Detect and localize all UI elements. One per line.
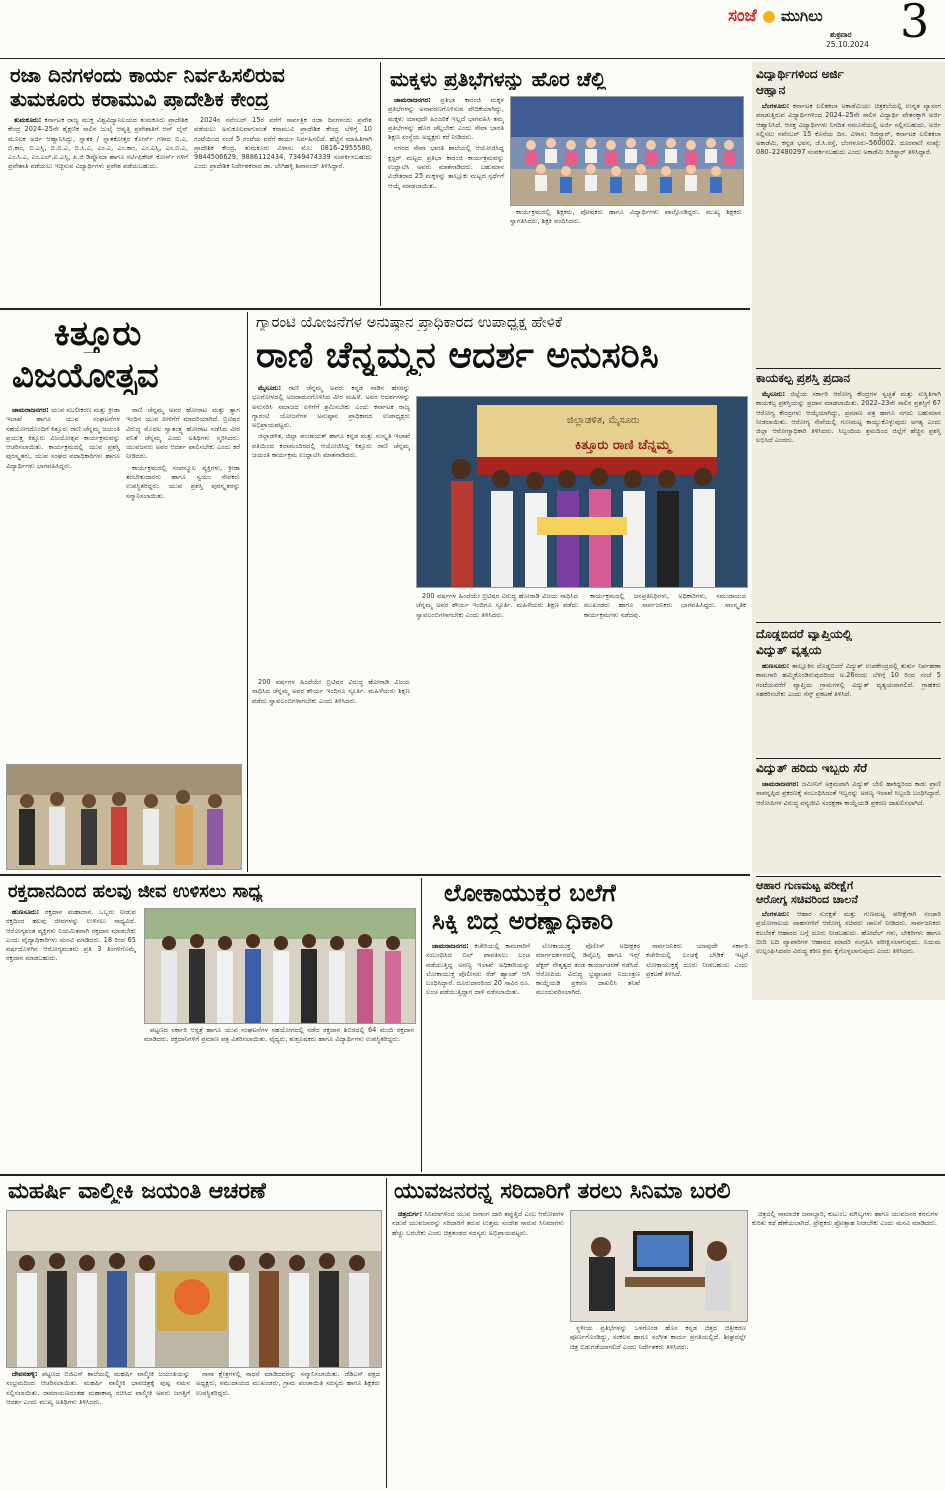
ahara-body: ಆಹಾರ ಸುರಕ್ಷತೆ ಮತ್ತು ಗುಣಮಟ್ಟ ಪರೀಕ್ಷೆಗಾಗಿ ಸಂಚಾರಿ ಪ್ರಯೋಗಾಲಯ ವಾಹನಗಳಿಗೆ ಆರೋಗ್ಯ ಸಚಿವರು ಚಾಲನೆ ನೀಡಿದರು. ಸಾರ್ವಜನಿಕರು ಕಲಬೆರಕೆ ಆಹಾರದ ಬಗ್ಗೆ ದೂರು ನೀಡಬಹುದು. ಹೋಟೆಲ್ ಗಳು, ಬೇಕರಿಗಳು ಹಾಗೂ ಬೀದಿ ಬದಿ ವ್ಯಾಪಾರಿಗಳ ಆಹಾರದ ಮಾದರಿ ಸಂಗ್ರಹಿಸಿ ಪರೀಕ್ಷಿಸಲಾಗುವುದು. ನಿಯಮ ಉಲ್ಲಂಘಿಸಿದವರ ವಿರುದ್ಧ ಕಠಿಣ ಕ್ರಮ ಕೈಗೊಳ್ಳಲಾಗುವುದು ಎಂದು ತಿಳಿಸಿದರು.	[756, 910, 941, 956]
divider-raja-makkalu	[380, 62, 381, 306]
yuvajana-body-2: ಸ್ಥಳೀಯ ಪ್ರತಿಭೆಗಳನ್ನು ಒಳಗೊಂಡ ಹೊಸ ಕನ್ನಡ ಚಿತ್ರದ ಚಿತ್ರೀಕರಣ ಪೂರ್ಣಗೊಂಡಿದ್ದು, ಸಂಕಲನ ಹಾಗೂ ಸಂಗೀತ ಕಾರ್ಯ ಪ್ರಗತಿಯಲ್ಲಿದೆ. ಶೀಘ್ರದಲ್ಲೇ ಚಿತ್ರ ಬಿಡುಗಡೆಯಾಗಲಿದೆ ಎಂದು ನಿರ್ದೇಶಕರು ತಿಳಿಸಿದರು.	[570, 1324, 746, 1351]
valmiki-column-2	[196, 1370, 380, 1486]
lokayukta-column-3	[646, 942, 748, 1170]
makkalu-column-2	[510, 208, 742, 302]
sun-icon	[763, 11, 775, 23]
article-ahara	[752, 876, 945, 1000]
headline-yuvajana: ಯುವಜನರನ್ನ ಸರಿದಾರಿಗೆ ತರಲು ಸಿನಿಮಾ ಬರಲಿ	[394, 1180, 731, 1204]
makkalu-column-1	[388, 96, 504, 302]
raktadana-body-2: ಪಟ್ಟಣದ ಸರ್ಕಾರಿ ಆಸ್ಪತ್ರೆ ಹಾಗೂ ಯುವ ಸಂಘಟನೆಗಳ ಸಹಯೋಗದಲ್ಲಿ ನಡೆದ ರಕ್ತದಾನ ಶಿಬಿರದಲ್ಲಿ 64 ಮಂದಿ ರಕ್ತದಾನ ಮಾಡಿದರು. ರಕ್ತದಾನಿಗಳಿಗೆ ಪ್ರಮಾಣ ಪತ್ರ ವಿತರಿಸಲಾಯಿತು. ವೈದ್ಯರು, ಶುಶ್ರೂಷಕರು ಹಾಗೂ ವಿದ್ಯಾರ್ಥಿಗಳು ಉಪಸ್ಥಿತರಿದ್ದರು.	[144, 1026, 414, 1044]
raja-body-2: 2024ರ ನವೆಂಬರ್ 15ರ ವರೆಗೆ ಸಾರ್ವತ್ರಿಕ ರಜಾ ದಿನಗಳಂದು ಪ್ರವೇಶ ಪಡೆಯಲು ಅನುಕೂಲವಾಗುವಂತೆ ಕರಾಮುವಿ ಪ್ರಾದೇಶಿಕ ಕೇಂದ್ರ ಬೆಳಿಗ್ಗೆ 10 ಗಂಟೆಯಿಂದ ಸಂಜೆ 5 ಗಂಟೆಯ ವರೆಗೆ ಕಾರ್ಯ ನಿರ್ವಹಿಸಲಿದೆ. ಹೆಚ್ಚಿನ ಮಾಹಿತಿಗಾಗಿ ಪ್ರಾದೇಶಿಕ ಕೇಂದ್ರ, ತುಮಕೂರು ವಿಳಾಸ: ಮೊ: 0816–2955580, 9844506629, 9886112434, 7349474339 ಸಂಪರ್ಕಿಸಬಹುದು ಎಂದು ಪ್ರಾದೇಶಿಕ ನಿರ್ದೇಶಕರಾದ ಡಾ. ಬೇಗಿಹಳ್ಳಿ ಶಿವಾನಂದ್ ತಿಳಿಸಿದ್ದಾರೆ.	[194, 116, 372, 171]
makkalu-dateline: ಚಾಮರಾಜನಗರ:	[394, 96, 431, 104]
rani-column-3	[584, 592, 746, 868]
divider-row1	[0, 308, 750, 310]
kittur-column-1	[6, 406, 120, 762]
raja-column-2	[194, 116, 372, 302]
issue-weekday: ಶುಕ್ರವಾರ	[830, 30, 852, 39]
photo-kittur-youth	[6, 764, 242, 870]
article-makkalu	[384, 62, 748, 306]
raktadana-body-1: ರಕ್ತದಾನ ಮಹಾದಾನ. ಒಬ್ಬರು ನೀಡುವ ರಕ್ತದಿಂದ ಹಲವು ಜೀವಗಳನ್ನು ಉಳಿಸಲು ಸಾಧ್ಯವಿದೆ. ಆರೋಗ್ಯವಂತ ವ್ಯಕ್ತಿಗಳು ನಿಯಮಿತವಾಗಿ ರಕ್ತದಾನ ಮಾಡಬೇಕು ಎಂದು ವೈದ್ಯಾಧಿಕಾರಿಗಳು ಮನವಿ ಮಾಡಿದರು. 18 ರಿಂದ 65 ವರ್ಷದೊಳಗಿನ ಆರೋಗ್ಯವಂತರು ಪ್ರತಿ 3 ತಿಂಗಳಿಗೊಮ್ಮೆ ರಕ್ತದಾನ ಮಾಡಬಹುದು.	[6, 908, 136, 963]
rani-body-1: ರಾಣಿ ಚೆನ್ನಮ್ಮ ಅವರು ಕನ್ನಡ ನಾಡಿನ ಹೆಸರನ್ನು ಭೂಗೋಳದಲ್ಲಿ ಅಜರಾಮರಗೊಳಿಸಿದ ವೀರ ಮಹಿಳೆ. ಅವರ ಆದರ್ಶಗಳನ್ನು ಅನುಸರಿಸಿ ಸಮಾಜದ ಏಳಿಗೆಗೆ ಶ್ರಮಿಸಬೇಕು ಎಂದು ಕರ್ನಾಟಕ ರಾಜ್ಯ ಗ್ಯಾರಂಟಿ ಯೋಜನೆಗಳ ಅನುಷ್ಠಾನ ಪ್ರಾಧಿಕಾರದ ಉಪಾಧ್ಯಕ್ಷರು ಅಭಿಪ್ರಾಯಪಟ್ಟರು.	[252, 384, 410, 430]
rani-column-1	[252, 384, 410, 674]
brand-logo	[728, 6, 902, 28]
right-sidebar	[752, 62, 945, 874]
headline-vidyarthi-line1: ವಿದ್ಯಾರ್ಥಿಗಳಿಂದ ಅರ್ಜಿ	[756, 68, 844, 81]
raktadana-column-1	[6, 908, 136, 1170]
photo-rani-event	[416, 396, 748, 588]
headline-rani: ರಾಣಿ ಚೆನ್ನಮ್ಮನ ಆದರ್ಶ ಅನುಸರಿಸಿ	[256, 336, 659, 376]
divider-sidebar-3	[756, 758, 941, 759]
article-raja	[4, 62, 376, 306]
divider-kittur-rani	[247, 312, 248, 872]
divider-raktadana-lokayukta	[421, 878, 422, 1172]
rani-body-4b: 200 ವರ್ಷಗಳ ಹಿಂದೆಯೇ ಬ್ರಿಟಿಷರ ವಿರುದ್ಧ ಹೋರಾಡಿ ವಿಜಯ ಸಾಧಿಸಿದ ಚೆನ್ನಮ್ಮ ಅವರ ಶೌರ್ಯ ಇಂದಿಗೂ ಸ್ಫೂರ್ತಿ. ಮಹಿಳೆಯರು ಶಿಕ್ಷಣ ಪಡೆದು ಸ್ವಾವಲಂಬಿಗಳಾಗಬೇಕು ಎಂದು ತಿಳಿಸಿದರು.	[252, 678, 410, 705]
rani-body-4: ಕಾರ್ಯಕ್ರಮದಲ್ಲಿ ಜನಪ್ರತಿನಿಧಿಗಳು, ಅಧಿಕಾರಿಗಳು, ಸಮುದಾಯದ ಮುಖಂಡರು ಹಾಗೂ ಸಾರ್ವಜನಿಕರು ಭಾಗವಹಿಸಿದ್ದರು. ಸಾಂಸ್ಕೃತಿಕ ಕಾರ್ಯಕ್ರಮಗಳು ನಡೆದವು.	[584, 592, 746, 619]
valmiki-event-illustration	[7, 1211, 381, 1367]
raja-column-1	[8, 116, 188, 302]
valmiki-column-1	[6, 1370, 190, 1486]
divider-sidebar-2	[756, 622, 941, 623]
lokayukta-dateline: ಚಾಮರಾಜನಗರ:	[432, 942, 469, 950]
headline-ahara-line2: ಆರೋಗ್ಯ ಸಚಿವರಿಂದ ಚಾಲನೆ	[756, 894, 858, 906]
rani-body-2: ಜಿಲ್ಲಾಡಳಿತ, ಜಿಲ್ಲಾ ಪಂಚಾಯತ್ ಹಾಗೂ ಕನ್ನಡ ಮತ್ತು ಸಂಸ್ಕೃತಿ ಇಲಾಖೆ ವತಿಯಿಂದ ಕಲಾಮಂದಿರದಲ್ಲಿ ಆಯೋಜಿಸಿದ್ದ ಕಿತ್ತೂರು ರಾಣಿ ಚೆನ್ನಮ್ಮ ಜಯಂತಿ ಕಾರ್ಯಕ್ರಮ ಉದ್ಘಾಟಿಸಿ ಮಾತನಾಡಿದರು.	[252, 432, 410, 460]
kayaka-dateline: ಮೈಸೂರು:	[762, 390, 786, 398]
rani-column-2	[416, 592, 578, 868]
rani-kicker: ಗ್ಯಾರಂಟಿ ಯೋಜನೆಗಳ ಅನುಷ್ಠಾನ ಪ್ರಾಧಿಕಾರದ ಉಪಾಧ್ಯಕ್ಷ ಹೇಳಿಕೆ	[256, 314, 563, 331]
article-raktadana	[4, 878, 418, 1172]
doddaballapura-column	[756, 662, 941, 756]
masthead	[720, 0, 940, 56]
blood-donation-illustration	[145, 909, 415, 1023]
kittur-body-3: ಕಾರ್ಯಕ್ರಮದಲ್ಲಿ ಸಂಪನ್ಮೂಲ ವ್ಯಕ್ತಿಗಳು, ಕ್ರೀಡಾ ತರಬೇತುದಾರರು ಹಾಗೂ ಸ್ವಯಂ ಸೇವಕರು ಉಪಸ್ಥಿತರಿದ್ದರು. ಯುವ ಪ್ರಶಸ್ತಿ ಪುರಸ್ಕೃತರನ್ನು ಸನ್ಮಾನಿಸಲಾಯಿತು.	[126, 463, 240, 500]
makkalu-body-1: ಪ್ರತಿಭಾ ಕಾರಂಜಿ ಮಕ್ಕಳ ಪ್ರತಿಭೆಗಳನ್ನು ಅನಾವರಣಗೊಳಿಸುವ ವೇದಿಕೆಯಾಗಿದ್ದು, ಮಕ್ಕಳು ಯಾವುದೇ ಹಿಂಜರಿಕೆ ಇಲ್ಲದೆ ಭಾಗವಹಿಸಿ ತಮ್ಮ ಪ್ರತಿಭೆಗಳನ್ನು ಹೊರ ಚೆಲ್ಲಬೇಕು ಎಂದು ಸೇವಾ ಭಾರತಿ ಶಿಕ್ಷಣ ಸಂಸ್ಥೆಯ ಅಧ್ಯಕ್ಷರು ಕರೆ ನೀಡಿದರು.	[388, 96, 504, 142]
headline-valmiki: ಮಹರ್ಷಿ ವಾಲ್ಮೀಕಿ ಜಯಂತಿ ಆಚರಣೆ	[8, 1180, 266, 1204]
article-lokayukta	[424, 878, 750, 1172]
doddaballapura-body: ತಾಲ್ಲೂಕಿನ ದೊಡ್ಡಬಿದರೆ ವಿದ್ಯುತ್ ಉಪಕೇಂದ್ರದಲ್ಲಿ ತುರ್ತು ನಿರ್ವಹಣಾ ಕಾಮಗಾರಿ ಹಮ್ಮಿಕೊಂಡಿರುವುದರಿಂದ ಅ.26ರಂದು ಬೆಳಿಗ್ಗೆ 10 ರಿಂದ ಸಂಜೆ 5 ಗಂಟೆಯವರೆಗೆ ವ್ಯಾಪ್ತಿಯ ಗ್ರಾಮಗಳಲ್ಲಿ ವಿದ್ಯುತ್ ವ್ಯತ್ಯಯವಾಗಲಿದೆ. ಗ್ರಾಹಕರು ಸಹಕರಿಸಬೇಕು ಎಂದು ಸೆಸ್ಕ್ ಪ್ರಕಟಣೆ ತಿಳಿಸಿದೆ.	[756, 662, 941, 698]
vidyut-dateline: ಚಾಮರಾಜನಗರ:	[762, 780, 799, 788]
lokayukta-column-2	[536, 942, 640, 1170]
ahara-column	[756, 910, 941, 998]
kayaka-column	[756, 390, 941, 620]
yuvajana-column-1	[392, 1210, 564, 1486]
kittur-column-2	[126, 406, 240, 762]
headline-kayaka: ಕಾಯಕಲ್ಪ ಪ್ರಶಸ್ತಿ ಪ್ರದಾನ	[756, 372, 851, 385]
headline-raja-line1: ರಜಾ ದಿನಗಳಂದು ಕಾರ್ಯ ನಿರ್ವಹಿಸಲಿರುವ	[10, 64, 285, 86]
rani-event-illustration	[417, 397, 747, 587]
divider-row3	[0, 1174, 945, 1176]
masthead-rule	[0, 58, 945, 59]
brand-name-part2: ಮುಗಿಲು	[780, 7, 823, 25]
divider-row2	[0, 874, 750, 876]
rani-column-1b	[252, 678, 410, 868]
photo-blood-donation	[144, 908, 416, 1024]
yuvajana-body-1: ಸಿನಿಮಾಗಳಿಂದ ಯುವ ಜನಾಂಗ ದಾರಿ ತಪ್ಪುತ್ತಿದೆ ಎಂಬ ಆರೋಪಗಳ ನಡುವೆ ಯುವಜನರನ್ನು ಸರಿದಾರಿಗೆ ತರುವ ಉತ್ತಮ ಸಂದೇಶ ಸಾರುವ ಸಿನಿಮಾಗಳು ಹೆಚ್ಚು ಬರಬೇಕು ಎಂದು ಚಿತ್ರತಂಡದ ಸದಸ್ಯರು ಅಭಿಪ್ರಾಯಪಟ್ಟರು.	[392, 1210, 564, 1237]
yuvajana-column-3	[752, 1210, 938, 1486]
valmiki-dateline: ದೇವನಹಳ್ಳಿ:	[12, 1370, 38, 1378]
rani-photo-banner-line1: ಜಿಲ್ಲಾಡಳಿತ, ಮೈಸೂರು	[567, 415, 640, 426]
headline-doddaballapura-line1: ದೊಡ್ಡಬಿದರೆ ವ್ಯಾಪ್ತಿಯಲ್ಲಿ	[756, 628, 852, 641]
divider-sidebar-4	[756, 876, 941, 877]
article-valmiki	[4, 1178, 384, 1488]
valmiki-body-1: ಪಟ್ಟಣದ ಬಿಜಿಎಸ್ ಶಾಲೆಯಲ್ಲಿ ಮಹರ್ಷಿ ವಾಲ್ಮೀಕಿ ಜಯಂತಿಯನ್ನು ಸಂಭ್ರಮದಿಂದ ಆಚರಿಸಲಾಯಿತು. ಮಹರ್ಷಿ ವಾಲ್ಮೀಕಿ ಭಾವಚಿತ್ರಕ್ಕೆ ಪುಷ್ಪ ನಮನ ಸಲ್ಲಿಸಲಾಯಿತು. ರಾಮಾಯಣದಂತಹ ಮಹಾಕಾವ್ಯ ರಚಿಸಿದ ವಾಲ್ಮೀಕಿ ಅವರು ಜಗತ್ತಿಗೆ ಆದರ್ಶ ಎಂದು ಮುಖ್ಯ ಅತಿಥಿಗಳು ತಿಳಿಸಿದರು.	[6, 1370, 190, 1406]
raja-body-1: ಕರ್ನಾಟಕ ರಾಜ್ಯ ಮುಕ್ತ ವಿಶ್ವವಿದ್ಯಾನಿಲಯದ ತುಮಕೂರು ಪ್ರಾದೇಶಿಕ ಕೇಂದ್ರ 2024–25ನೇ ಶೈಕ್ಷಣಿಕ ಸಾಲಿನ ಜುಲೈ ಆವೃತ್ತಿ ಪ್ರವೇಶಾತಿಗೆ ಆನ್ ಲೈನ್ ಮೂಲಕ ಅರ್ಜಿ ಆಹ್ವಾನಿಸಿದ್ದು, ಸ್ನಾತಕ / ಸ್ನಾತಕೋತ್ತರ ಕೋರ್ಸ್ ಗಳಾದ ಬಿ.ಎ, ಬಿ.ಕಾಂ, ಬಿ.ಎಸ್ಸಿ, ಬಿ.ಬಿ.ಎ, ಬಿ.ಸಿ.ಎ, ಎಂ.ಎ, ಎಂ.ಕಾಂ, ಎಂ.ಎಸ್ಸಿ, ಎಂ.ಬಿ.ಎ, ಎಂ.ಸಿ.ಎ, ಎಂ.ಎಲ್.ಐ.ಎಸ್ಸಿ, ಪಿ.ಜಿ ಡಿಪ್ಲೊಮಾ ಹಾಗೂ ಸರ್ಟಿಫಿಕೇಟ್ ಕೋರ್ಸ್ ಗಳಿಗೆ ಪ್ರವೇಶಾತಿ ಪಡೆಯಲು ಇಚ್ಛಿಸುವ ವಿದ್ಯಾರ್ಥಿಗಳು ಪ್ರವೇಶ ಪಡೆಯಬಹುದು.	[8, 116, 188, 171]
raja-dateline: ತುಮಕೂರು:	[14, 116, 42, 124]
lokayukta-body-2: ಲೋಕಾಯುಕ್ತ ಪೊಲೀಸ್ ಅಧೀಕ್ಷಕರ ಮಾರ್ಗದರ್ಶನದಲ್ಲಿ ಡಿವೈಎಸ್ಪಿ ಹಾಗೂ ಇನ್ಸ್ ಪೆಕ್ಟರ್ ನೇತೃತ್ವದ ತಂಡ ಕಾರ್ಯಾಚರಣೆ ನಡೆಸಿದೆ. ಆರೋಪಿಯ ವಿರುದ್ಧ ಭ್ರಷ್ಟಾಚಾರ ನಿಯಂತ್ರಣ ಕಾಯ್ದೆಯಡಿ ಪ್ರಕರಣ ದಾಖಲಿಸಿ ತನಿಖೆ ಮುಂದುವರಿಸಲಾಗಿದೆ.	[536, 942, 640, 997]
divider-sidebar-1	[756, 368, 941, 369]
film-editing-illustration	[571, 1211, 747, 1321]
issue-date: 25.10.2024	[826, 40, 869, 49]
rani-dateline: ಮೈಸೂರು:	[258, 384, 282, 392]
headline-lokayukta-line1: ಲೋಕಾಯುಕ್ತರ ಬಲೆಗೆ	[444, 880, 616, 907]
kayaka-body: ಜಿಲ್ಲೆಯ ಸರ್ಕಾರಿ ಆರೋಗ್ಯ ಕೇಂದ್ರಗಳ ಸ್ವಚ್ಛತೆ ಮತ್ತು ಸುಸ್ಥಿತಿಗಾಗಿ ಕಾಯಕಲ್ಪ ಪ್ರಶಸ್ತಿಯನ್ನು ಪ್ರದಾನ ಮಾಡಲಾಯಿತು. 2022–23ನೇ ಸಾಲಿನ ಪ್ರಶಸ್ತಿಗೆ 67 ಆರೋಗ್ಯ ಕೇಂದ್ರಗಳು ಆಯ್ಕೆಯಾಗಿದ್ದು, ಪ್ರಮಾಣ ಪತ್ರ ಹಾಗೂ ನಗದು ಬಹುಮಾನ ನೀಡಲಾಯಿತು. ಆರೋಗ್ಯ ಸೇವೆಯಲ್ಲಿ ಗುಣಮಟ್ಟ ಕಾಯ್ದುಕೊಳ್ಳುವುದು ಅಗತ್ಯ ಎಂದು ಜಿಲ್ಲಾ ಆರೋಗ್ಯಾಧಿಕಾರಿ ತಿಳಿಸಿದರು. ಸಿಬ್ಬಂದಿಯ ಶ್ರಮದಿಂದ ಜಿಲ್ಲೆಗೆ ಹೆಚ್ಚಿನ ಪ್ರಶಸ್ತಿ ಲಭಿಸಿದೆ ಎಂದರು.	[756, 390, 941, 445]
headline-vidyarthi-line2: ಆಹ್ವಾನ	[756, 84, 786, 97]
lokayukta-column-1	[426, 942, 530, 1170]
children-group-illustration	[511, 97, 743, 205]
vidyut-body: ಜಮೀನಿಗೆ ಅಕ್ರಮವಾಗಿ ವಿದ್ಯುತ್ ಬೇಲಿ ಹಾಕಿದ್ದರಿಂದ ಕಾಡು ಪ್ರಾಣಿ ಸಾವನ್ನಪ್ಪಿದ ಪ್ರಕರಣಕ್ಕೆ ಸಂಬಂಧಿಸಿದಂತೆ ಇಬ್ಬರನ್ನು ಅರಣ್ಯ ಇಲಾಖೆ ಸಿಬ್ಬಂದಿ ಬಂಧಿಸಿದ್ದಾರೆ. ಆರೋಪಿಗಳ ವಿರುದ್ಧ ವನ್ಯಜೀವಿ ಸಂರಕ್ಷಣಾ ಕಾಯ್ದೆಯಡಿ ಪ್ರಕರಣ ದಾಖಲಿಸಲಾಗಿದೆ.	[756, 780, 941, 807]
lokayukta-body-1: ಕಚೇರಿಯಲ್ಲಿ ಕಾಮಗಾರಿಗೆ ಸಂಬಂಧಿಸಿದ ಬಿಲ್ ಪಾವತಿಸಲು ಲಂಚ ಪಡೆಯುತ್ತಿದ್ದ ಅರಣ್ಯ ಇಲಾಖೆ ಅಧಿಕಾರಿಯನ್ನು ಲೋಕಾಯುಕ್ತ ಪೊಲೀಸರು ರೆಡ್ ಹ್ಯಾಂಡ್ ಆಗಿ ಬಂಧಿಸಿದ್ದಾರೆ. ದೂರುದಾರರಿಂದ 20 ಸಾವಿರ ರೂ. ಲಂಚ ಪಡೆಯುತ್ತಿದ್ದಾಗ ದಾಳಿ ನಡೆಸಲಾಯಿತು.	[426, 942, 530, 997]
raktadana-dateline: ಹುಣಸೂರು:	[12, 908, 40, 916]
headline-raja-line2: ತುಮಕೂರು ಕರಾಮುವಿ ಪ್ರಾದೇಶಿಕ ಕೇಂದ್ರ	[10, 88, 269, 110]
vidyut-column	[756, 780, 941, 870]
ahara-dateline: ಬೆಂಗಳೂರು:	[762, 910, 790, 918]
kittur-youth-illustration	[7, 765, 241, 869]
yuvajana-column-2	[570, 1324, 746, 1486]
rani-body-3: 200 ವರ್ಷಗಳ ಹಿಂದೆಯೇ ಬ್ರಿಟಿಷರ ವಿರುದ್ಧ ಹೋರಾಡಿ ವಿಜಯ ಸಾಧಿಸಿದ ಚೆನ್ನಮ್ಮ ಅವರ ಶೌರ್ಯ ಇಂದಿಗೂ ಸ್ಫೂರ್ತಿ. ಮಹಿಳೆಯರು ಶಿಕ್ಷಣ ಪಡೆದು ಸ್ವಾವಲಂಬಿಗಳಾಗಬೇಕು ಎಂದು ತಿಳಿಸಿದರು.	[416, 592, 578, 619]
kittur-body-2: ರಾಣಿ ಚೆನ್ನಮ್ಮ ಅವರ ಹೋರಾಟ ಮತ್ತು ತ್ಯಾಗ ಇಂದಿನ ಯುವ ಪೀಳಿಗೆಗೆ ಮಾದರಿಯಾಗಿದೆ. ಬ್ರಿಟಿಷರ ವಿರುದ್ಧ ಮೊದಲ ಸ್ವಾತಂತ್ರ್ಯ ಹೋರಾಟ ನಡೆಸಿದ ವೀರ ವನಿತೆ ಚೆನ್ನಮ್ಮ ಎಂದು ಅತಿಥಿಗಳು ಸ್ಮರಿಸಿದರು. ಯುವಜನರು ಅವರ ಆದರ್ಶ ಪಾಲಿಸಬೇಕು ಎಂದು ಕರೆ ನೀಡಿದರು.	[126, 406, 240, 461]
brand-name-part1: ಸಂಜೆ	[728, 6, 757, 26]
yuvajana-body-3: ಚಿತ್ರದಲ್ಲಿ ಸಾಮಾಜಿಕ ಜವಾಬ್ದಾರಿ, ಕುಟುಂಬ ಮೌಲ್ಯಗಳು ಹಾಗೂ ಯುವಜನರ ಕನಸುಗಳ ಕುರಿತು ಕಥೆ ಹೆಣೆಯಲಾಗಿದೆ. ಪ್ರೇಕ್ಷಕರು ಪ್ರೋತ್ಸಾಹ ನೀಡಬೇಕು ಎಂದು ಮನವಿ ಮಾಡಿದರು.	[752, 1210, 938, 1228]
photo-children-group	[510, 96, 744, 206]
headline-vidyut: ವಿದ್ಯುತ್ ಹರಿದು ಇಬ್ಬರು ಸೆರೆ	[756, 762, 868, 775]
vidyarthi-body: ಕರ್ನಾಟಕ ಲಲಿತಕಲಾ ಅಕಾಡೆಮಿಯು ಚಿತ್ರಕಲೆಯಲ್ಲಿ ಉನ್ನತ ವ್ಯಾಸಂಗ ಮಾಡುತ್ತಿರುವ ವಿದ್ಯಾರ್ಥಿಗಳಿಂದ 2024–25ನೇ ಸಾಲಿನ ವಿದ್ಯಾರ್ಥಿ ವೇತನಕ್ಕಾಗಿ ಅರ್ಜಿ ಆಹ್ವಾನಿಸಿದೆ. ಆಸಕ್ತ ವಿದ್ಯಾರ್ಥಿಗಳು ನಿಗದಿತ ನಮೂನೆಯಲ್ಲಿ ಅರ್ಜಿ ಸಲ್ಲಿಸಬಹುದು. ಅರ್ಜಿ ಸಲ್ಲಿಸಲು ನವೆಂಬರ್ 15 ಕೊನೆಯ ದಿನ. ವಿಳಾಸ: ರಿಜಿಸ್ಟ್ರಾರ್, ಕರ್ನಾಟಕ ಲಲಿತಕಲಾ ಅಕಾಡೆಮಿ, ಕನ್ನಡ ಭವನ, ಜೆ.ಸಿ.ರಸ್ತೆ, ಬೆಂಗಳೂರು–560002. ದೂರವಾಣಿ ಸಂಖ್ಯೆ: 080–22480297 ಸಂಪರ್ಕಿಸಬಹುದು ಎಂದು ಅಕಾಡೆಮಿ ರಿಜಿಸ್ಟ್ರಾರ್ ತಿಳಿಸಿದ್ದಾರೆ.	[756, 102, 941, 157]
article-rani	[250, 312, 750, 872]
kittur-body-1: ಯುವ ಸಬಲೀಕರಣ ಮತ್ತು ಕ್ರೀಡಾ ಇಲಾಖೆ ಹಾಗೂ ಯುವ ಸಂಘಟನೆಗಳ ಸಹಯೋಗದೊಂದಿಗೆ ಕಿತ್ತೂರು ರಾಣಿ ಚೆನ್ನಮ್ಮ ಜಯಂತಿ ಪ್ರಯುಕ್ತ ಕಿತ್ತೂರು ವಿಜಯೋತ್ಸವ ಕಾರ್ಯಕ್ರಮವನ್ನು ಆಚರಿಸಲಾಯಿತು. ಕಾರ್ಯಕ್ರಮದಲ್ಲಿ ಯುವ ಪ್ರಶಸ್ತಿ ಪುರಸ್ಕೃತರು, ಯುವ ಸಂಘದ ಪದಾಧಿಕಾರಿಗಳು ಹಾಗೂ ವಿದ್ಯಾರ್ಥಿಗಳು ಭಾಗವಹಿಸಿದ್ದರು.	[6, 406, 120, 470]
photo-film-editing	[570, 1210, 748, 1322]
kittur-dateline: ಚಾಮರಾಜನಗರ:	[12, 406, 49, 414]
headline-kittur-line2: ವಿಜಯೋತ್ಸವ	[12, 358, 159, 396]
headline-doddaballapura-line2: ವಿದ್ಯುತ್ ವ್ಯತ್ಯಯ	[756, 644, 822, 657]
vidyarthi-column	[756, 102, 941, 368]
valmiki-body-2: ನಾನಾ ಕ್ಷೇತ್ರಗಳಲ್ಲಿ ಸಾಧನೆ ಮಾಡಿದವರನ್ನು ಸನ್ಮಾನಿಸಲಾಯಿತು. ಜೆಡಿಎಸ್ ಪಕ್ಷದ ಅಧ್ಯಕ್ಷರು, ಸಮುದಾಯದ ಮುಖಂಡರು, ಗ್ರಾಮ ಪಂಚಾಯಿತಿ ಸದಸ್ಯರು ಹಾಗೂ ಶಿಕ್ಷಕರು ಉಪಸ್ಥಿತರಿದ್ದರು.	[196, 1370, 380, 1397]
vidyarthi-dateline: ಬೆಂಗಳೂರು:	[762, 102, 790, 110]
photo-valmiki-event	[6, 1210, 382, 1368]
headline-lokayukta-line2: ಸಿಕ್ಕಿ ಬಿದ್ದ ಅರಣ್ಯಾಧಿಕಾರಿ	[432, 908, 614, 935]
headline-makkalu: ಮಕ್ಕಳು ಪ್ರತಿಭೆಗಳನ್ನು ಹೊರ ಚೆಲ್ಲಿ	[390, 68, 607, 90]
headline-kittur-line1: ಕಿತ್ತೂರು	[54, 316, 142, 354]
makkalu-body-2: ನಗರದ ಸೇವಾ ಭಾರತಿ ಶಾಲೆಯಲ್ಲಿ ಆಯೋಜಿಸಿದ್ದ ಕ್ಲಸ್ಟರ್ ಮಟ್ಟದ ಪ್ರತಿಭಾ ಕಾರಂಜಿ ಕಾರ್ಯಕ್ರಮವನ್ನು ಉದ್ಘಾಟಿಸಿ ಅವರು ಮಾತನಾಡಿದರು. ಬಹುಮಾನ ವಿಜೇತರಾದ 25 ಮಕ್ಕಳನ್ನು ತಾಲ್ಲೂಕು ಮಟ್ಟದ ಸ್ಪರ್ಧೆಗೆ ಆಯ್ಕೆ ಮಾಡಲಾಯಿತು.	[388, 144, 504, 190]
makkalu-body-3: ಕಾರ್ಯಕ್ರಮದಲ್ಲಿ ಶಿಕ್ಷಕರು, ಪೋಷಕರು ಹಾಗೂ ವಿದ್ಯಾರ್ಥಿಗಳು ಪಾಲ್ಗೊಂಡಿದ್ದರು. ಮುಖ್ಯ ಶಿಕ್ಷಕರು ಸ್ವಾಗತಿಸಿದರು, ಶಿಕ್ಷಕಿ ವಂದಿಸಿದರು.	[510, 208, 742, 226]
divider-valmiki-yuvajana	[386, 1178, 387, 1488]
rani-photo-banner-line2: ಕಿತ್ತೂರು ರಾಣಿ ಚೆನ್ನಮ್ಮ	[575, 438, 671, 453]
page-number: 3	[900, 0, 930, 48]
yuvajana-dateline: ಚಿತ್ರದುರ್ಗ:	[398, 1210, 423, 1218]
headline-ahara-line1: ಆಹಾರ ಗುಣಮಟ್ಟ ಪರೀಕ್ಷೆಗೆ	[756, 880, 854, 892]
article-yuvajana	[390, 1178, 942, 1488]
headline-raktadana: ರಕ್ತದಾನದಿಂದ ಹಲವು ಜೀವ ಉಳಿಸಲು ಸಾಧ್ಯ	[8, 882, 263, 902]
doddaballapura-dateline: ಹುಣಸೂರು:	[762, 662, 790, 670]
raktadana-column-2	[144, 1026, 414, 1170]
article-kittur	[4, 312, 244, 872]
lokayukta-body-3: ಸಾರ್ವಜನಿಕರು ಯಾವುದೇ ಸರ್ಕಾರಿ ಕಚೇರಿಯಲ್ಲಿ ಲಂಚಕ್ಕೆ ಬೇಡಿಕೆ ಇಟ್ಟರೆ ಲೋಕಾಯುಕ್ತಕ್ಕೆ ದೂರು ನೀಡಬಹುದು ಎಂದು ಪ್ರಕಟಣೆ ತಿಳಿಸಿದೆ.	[646, 942, 748, 978]
